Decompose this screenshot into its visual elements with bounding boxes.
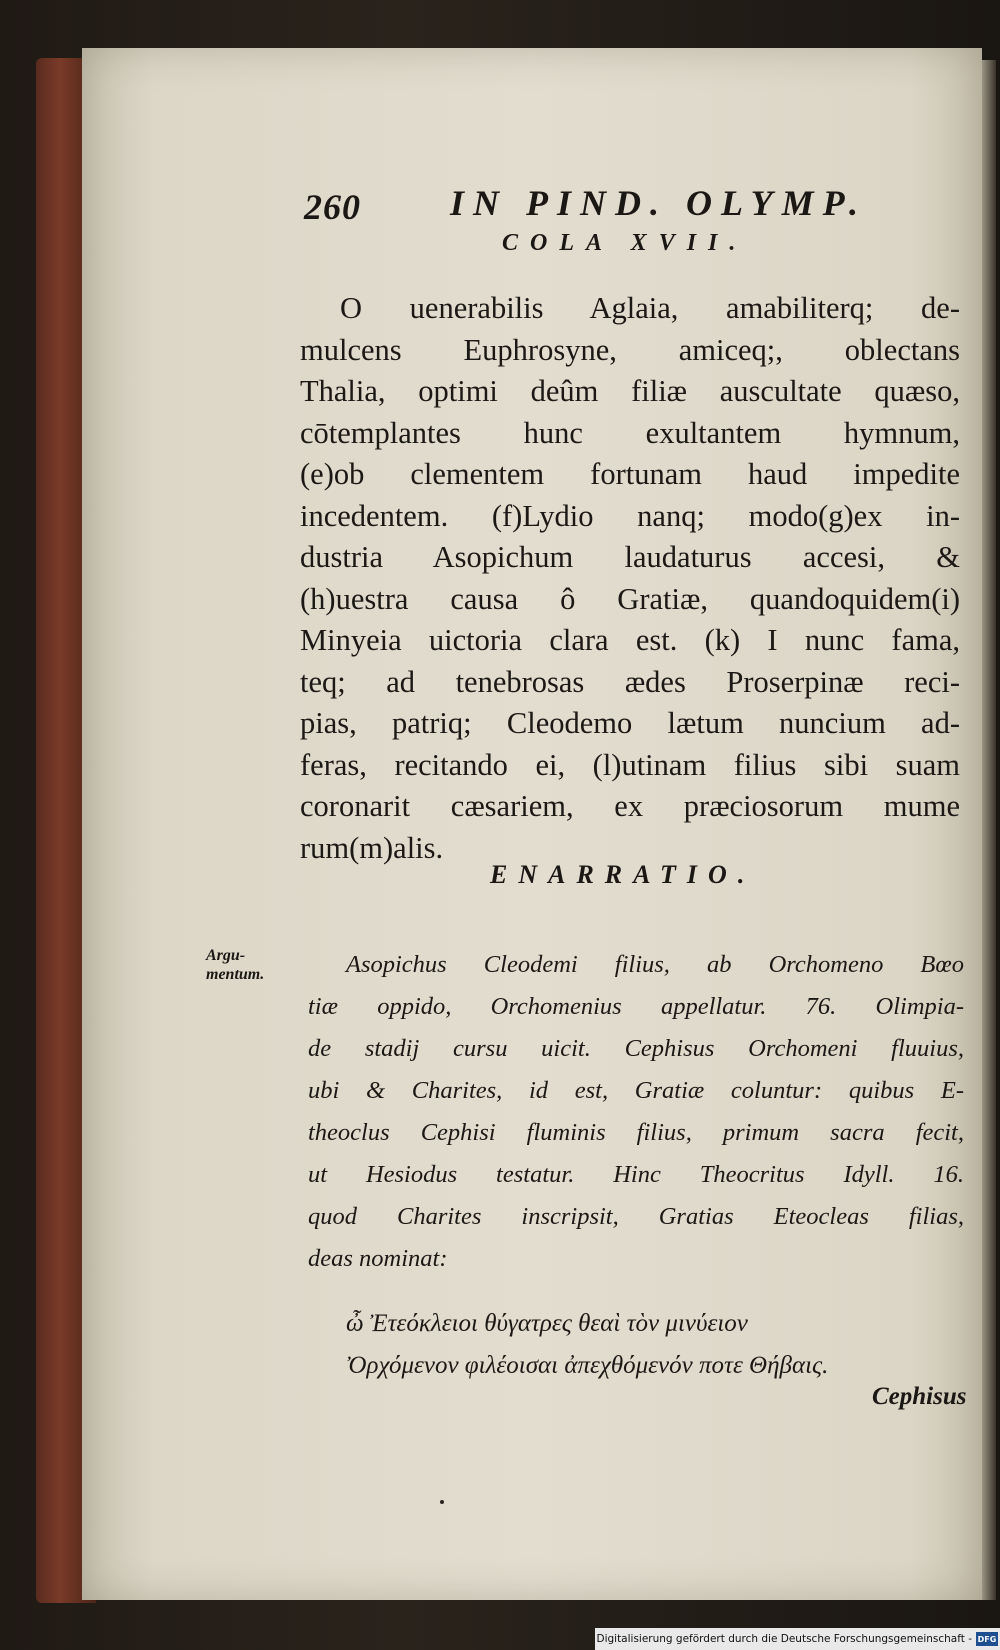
footer-credit: Digitalisierung gefördert durch die Deutsche Forschungsgemeinschaft - [596, 1633, 972, 1645]
translation-line: feras, recitando ei, (l)utinam filius sibi suam [300, 747, 960, 782]
commentary-line: Asopichus Cleodemi filius, ab Orchomeno Bœo [346, 951, 964, 978]
translation-line: teq; ad tenebrosas ædes Proserpinæ reci- [300, 664, 960, 699]
latin-translation-block [300, 288, 960, 869]
translation-line: (e)ob clementem fortunam haud impedite [300, 457, 960, 491]
book-page [82, 48, 982, 1600]
commentary-block [308, 944, 964, 1280]
dfg-logo-icon: DFG [976, 1632, 998, 1646]
page-header [82, 148, 982, 258]
translation-line: (h)uestra causa ô Gratiæ, quandoquidem(i) [300, 581, 960, 616]
translation-line: O uenerabilis Aglaia, amabiliterq; de- [340, 291, 960, 325]
running-head: IN PIND. OLYMP. [450, 183, 868, 223]
translation-line: cōtemplantes hunc exultantem hymnum, [300, 415, 960, 450]
greek-line: Ὀρχόμενον φιλέοισαι ἀπεχθόμενόν ποτε Θήβαις. [346, 1352, 829, 1379]
translation-line: incedentem. (f)Lydio nanq; modo(g)ex in- [300, 498, 960, 533]
translation-line: rum(m)alis. [300, 830, 444, 865]
commentary-line: tiæ oppido, Orchomenius appellatur. 76. Olimpia- [308, 993, 964, 1020]
translation-line: Minyeia uictoria clara est. (k) I nunc fama, [300, 623, 960, 657]
section-heading: ENARRATIO. [490, 860, 756, 889]
marginal-note [206, 946, 264, 984]
commentary-line: quod Charites inscripsit, Gratias Eteocleas filias, [308, 1203, 964, 1230]
digitization-footer [595, 1628, 1000, 1650]
page-number: 260 [304, 187, 361, 227]
translation-line: coronarit cæsariem, ex præciosorum mume [300, 789, 960, 823]
translation-line: Thalia, optimi deûm filiæ auscultate quæso, [300, 374, 960, 408]
greek-line: ὦ Ἐτεόκλειοι θύγατρες θεαὶ τὸν μινύειον [346, 1310, 748, 1337]
marginal-note-line: mentum. [206, 966, 265, 983]
translation-line: dustria Asopichum laudaturus accesi, & [300, 540, 960, 574]
commentary-line: deas nominat: [308, 1245, 448, 1272]
translation-line: pias, patriq; Cleodemo lætum nuncium ad- [300, 706, 960, 740]
commentary-line: theoclus Cephisi fluminis filius, primum sacra fecit, [308, 1119, 964, 1146]
commentary-line: de stadij cursu uicit. Cephisus Orchomeni fluuius, [308, 1035, 964, 1062]
section-label: COLA XVII. [502, 230, 748, 256]
translation-line: mulcens Euphrosyne, amiceq;, oblectans [300, 332, 960, 367]
ink-speck [440, 1500, 444, 1504]
commentary-line: ut Hesiodus testatur. Hinc Theocritus Idyll. 16. [308, 1161, 964, 1188]
greek-quotation [346, 1303, 986, 1387]
marginal-note-line: Argu- [206, 947, 246, 964]
commentary-line: ubi & Charites, id est, Gratiæ coluntur: quibus E- [308, 1077, 964, 1104]
catchword: Cephisus [872, 1383, 967, 1410]
